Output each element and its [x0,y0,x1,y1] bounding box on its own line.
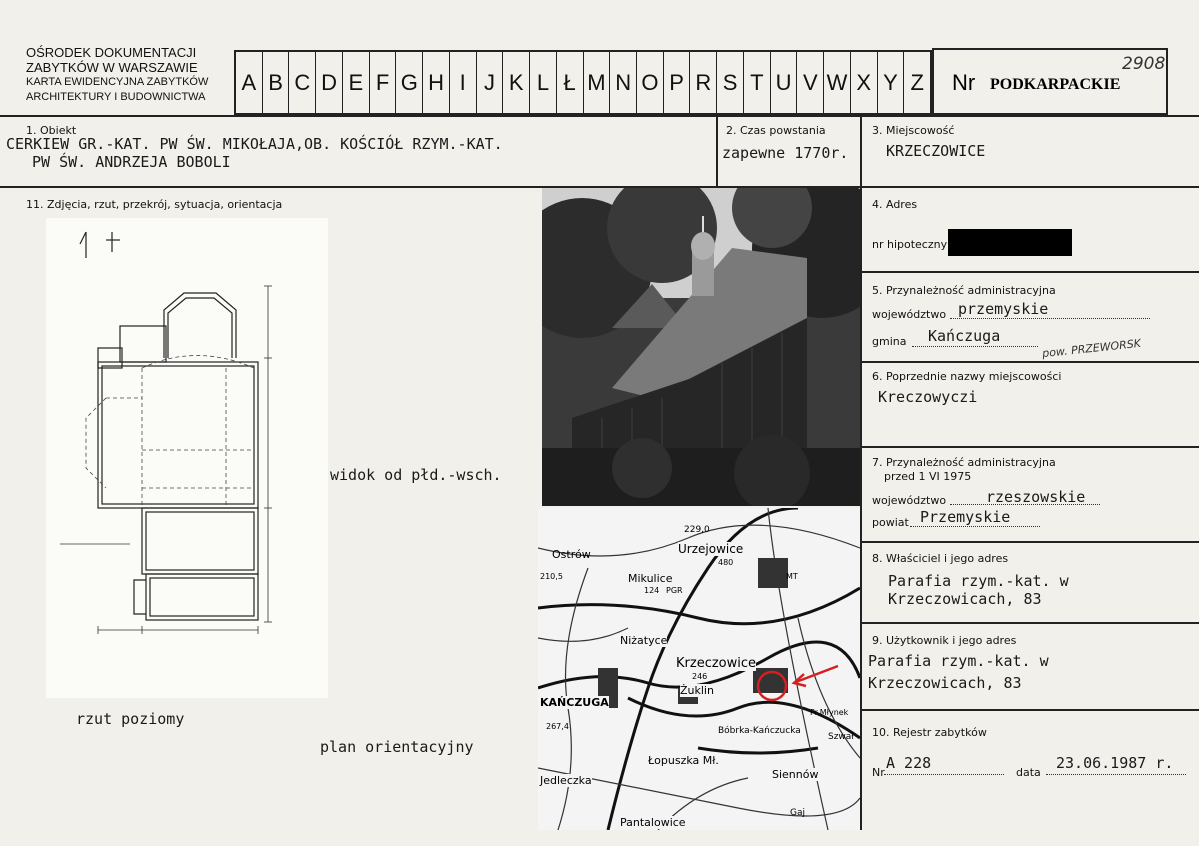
church-photo [542,188,860,506]
letter-z: Z [910,69,924,95]
letter-s: S [717,52,744,113]
miejscowosc-value: KRZECZOWICE [886,142,986,160]
map-label-20: Pantalowice [620,816,686,829]
rejestr-nr-label: Nr [872,766,885,779]
nr-label: Nr [952,70,976,95]
letter-e: E [343,52,370,113]
letter-j: J [477,52,504,113]
letter-index [234,50,932,115]
letter-v: V [797,52,824,113]
redacted-block [948,229,1072,256]
map-label-12: KAŃCZUGA [540,696,609,709]
admin-woj-value: przemyskie [958,300,1049,318]
divider-right-col [860,115,862,830]
map-label-15: Łopuszka Mł. [648,754,719,767]
admin-gmina-value: Kańczuga [928,327,1001,345]
letter-d: D [316,52,343,113]
obiekt-label: 1. Obiekt [26,124,77,137]
letter-i: I [450,52,477,113]
letter-w: W [824,52,851,113]
institution-block [26,45,208,105]
letter-m: M [584,52,611,113]
admin-hand-note: pow. PRZEWORSK [1041,336,1142,361]
photo-caption: widok od płd.-wsch. [330,466,502,484]
institution-line-3: KARTA EWIDENCYJNA ZABYTKÓW [26,76,209,88]
uzytkownik-label: 9. Użytkownik i jego adres [872,634,1017,647]
admin-label: 5. Przynależność administracyjna [872,284,1056,297]
map-label-4: 210,5 [540,572,563,581]
section11-label: 11. Zdjęcia, rzut, przekrój, sytuacja, orientacja [26,198,283,211]
rejestr-data-value: 23.06.1987 r. [1056,754,1174,772]
uzytkownik-line-1: Parafia rzym.-kat. w [868,652,1049,670]
rejestr-nr-line [884,774,1004,775]
letter-y: Y [878,52,905,113]
czas-label: 2. Czas powstania [726,124,826,137]
map-label-7: PGR [666,586,683,595]
admin1975-label-2: przed 1 VI 1975 [884,470,972,483]
letter-k: K [503,52,530,113]
wlasciciel-label: 8. Właściciel i jego adres [872,552,1009,565]
map-caption: plan orientacyjny [320,738,474,756]
letter-c: C [289,52,316,113]
map-label-10: 246 [692,672,708,681]
letter-x: X [851,52,878,113]
wlasciciel-line-1: Parafia rzym.-kat. w [888,572,1069,590]
poprzednie-label: 6. Poprzednie nazwy miejscowości [872,370,1062,383]
floor-plan-drawing [46,218,328,698]
obiekt-line-2: PW ŚW. ANDRZEJA BOBOLI [32,153,231,171]
map-label-13: 267,4 [546,722,569,731]
map-label-22: MT [786,572,798,581]
church-photo-image [542,188,860,506]
uzytkownik-line-2: Krzeczowicach, 83 [868,674,1022,692]
map-label-18: Pr.Młynek [810,708,849,717]
location-map [538,508,860,830]
map-label-9: Krzeczowice [676,656,757,671]
divider-4-5 [862,271,1199,273]
divider-6-7 [862,446,1199,448]
letter-u: U [771,52,798,113]
letter-l-stroke: Ł [557,52,584,113]
admin1975-woj-label: województwo [872,494,947,507]
map-label-5: Mikulice [628,572,673,585]
letter-n: N [610,52,637,113]
admin-woj-line [950,318,1150,319]
admin1975-powiat-value: Przemyskie [920,508,1011,526]
map-label-6: 124 [644,586,660,595]
institution-line-1: OŚRODEK DOKUMENTACJI [26,45,197,60]
admin1975-powiat-label: powiat [872,516,909,529]
divider-5-6 [862,361,1199,363]
letter-o: O [637,52,664,113]
admin1975-powiat-line [910,526,1040,527]
letter-l: L [530,52,557,113]
divider-7-8 [862,541,1199,543]
map-label-8: Niżatyce [620,634,668,647]
admin-woj-label: województwo [872,308,947,321]
map-label-19: Jedleczka [540,774,592,787]
admin1975-label-1: 7. Przynależność administracyjna [872,456,1056,469]
institution-line-4: ARCHITEKTURY I BUDOWNICTWA [26,91,206,103]
map-label-17: Szwał [828,732,854,742]
region-value: PODKARPACKIE [990,76,1121,93]
handwritten-number: 2908 [1122,54,1166,74]
rejestr-data-label: data [1016,766,1041,779]
letter-b: B [263,52,290,113]
map-label-3: 480 [718,558,734,567]
rejestr-data-line [1046,774,1186,775]
divider-9-10 [862,709,1199,711]
map-label-21: Gaj [790,808,805,818]
letter-g: G [396,52,423,113]
map-label-14: Bóbrka-Kańczucka [718,726,801,736]
letter-f: F [370,52,397,113]
map-label-0: 229,0 [684,525,710,535]
wlasciciel-line-2: Krzeczowicach, 83 [888,590,1042,608]
letter-a: A [236,52,263,113]
institution-line-2: ZABYTKÓW W WARSZAWIE [26,60,198,75]
plan-caption: rzut poziomy [76,710,185,728]
letter-p: P [664,52,691,113]
czas-value: zapewne 1770r. [722,144,849,162]
divider-obiekt [716,115,718,188]
rejestr-label: 10. Rejestr zabytków [872,726,987,739]
divider-8-9 [862,622,1199,624]
obiekt-line-1: CERKIEW GR.-KAT. PW ŚW. MIKOŁAJA,OB. KOŚCIÓŁ RZYM.-KAT. [6,135,503,153]
adres-label: 4. Adres [872,198,918,211]
map-label-1: Ostrów [552,548,591,561]
hipoteczny-label: nr hipoteczny [872,238,948,251]
admin1975-woj-value: rzeszowskie [986,488,1086,506]
nr-box [932,48,1168,115]
rejestr-nr-value: A 228 [886,754,932,772]
admin-gmina-label: gmina [872,335,907,348]
map-label-16: Siennów [772,768,819,781]
letter-h: H [423,52,450,113]
miejscowosc-label: 3. Miejscowość [872,124,955,137]
poprzednie-value: Kreczowyczi [878,388,978,406]
letter-t: T [744,52,771,113]
letter-r: R [690,52,717,113]
floor-plan [46,218,328,698]
admin-gmina-line [912,346,1038,347]
map-label-2: Urzejowice [678,542,744,556]
divider-top [0,115,1199,117]
map-label-11: Żuklin [680,684,714,697]
